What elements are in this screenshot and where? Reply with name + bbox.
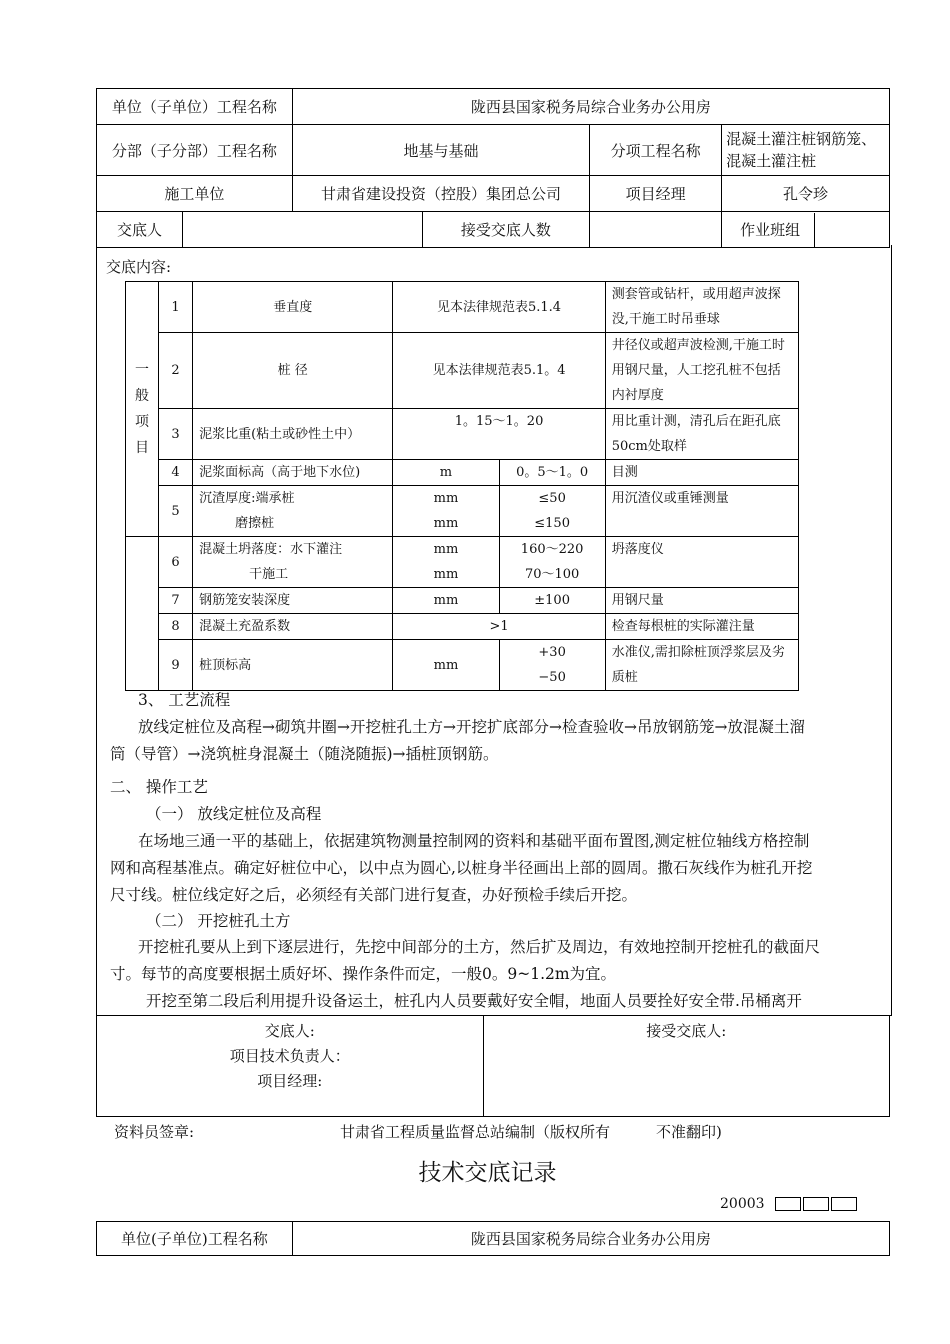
standards-table: [125, 281, 799, 691]
body-line: 开挖桩孔要从上到下逐层进行，先挖中间部分的土方，然后扩及周边，有效地控制开挖桩孔的截面尺: [138, 938, 821, 956]
row-unit-line1: mm: [433, 542, 459, 557]
manager-label: 项目经理: [590, 176, 722, 212]
row-no: 1: [159, 282, 193, 333]
row-item-line1: 沉渣厚度:端承桩: [199, 491, 295, 506]
row-item: 泥浆比重(粘土或砂性土中）: [193, 409, 393, 460]
section-process-flow: 3、 工艺流程: [138, 691, 231, 709]
row-method: 目测: [605, 460, 798, 486]
row-no: 7: [159, 588, 193, 614]
unit-label: 单位(子单位)工程名称: [97, 1222, 293, 1256]
row-item: 钢筋笼安装深度: [193, 588, 393, 614]
row-no: 9: [159, 640, 193, 691]
team-label: 作业班组: [726, 213, 815, 247]
body-line: 筒（导管）→浇筑桩身混凝土（随浇随振)→插桩顶钢筋。: [110, 745, 499, 763]
row-item-line2: 磨擦桩: [235, 516, 275, 531]
row-item: [193, 537, 393, 588]
division-label: 分部（子分部）工程名称: [97, 125, 293, 176]
row-unit: m: [393, 460, 499, 486]
row-std: 见本法律规范表5.1。4: [393, 333, 605, 409]
general-items-label: 一般项目: [135, 362, 150, 456]
briefer-value: [182, 212, 422, 248]
briefer-signature: 交底人:: [264, 1022, 315, 1040]
row-method: 坍落度仪: [605, 537, 798, 588]
body-line: 开挖至第二段后利用提升设备运土，桩孔内人员要戴好安全帽，地面人员要拴好安全带.吊桶离开: [146, 992, 802, 1010]
unit-value: 陇西县国家税务局综合业务办公用房: [292, 89, 889, 125]
receiver-signature: 接受交底人:: [483, 1016, 889, 1117]
row-no: 3: [159, 409, 193, 460]
body-line: 网和高程基准点。确定好桩位中心，以中点为圆心,以桩身半径画出上部的圆周。撒石灰线作为桩孔开挖: [110, 859, 813, 877]
row-std: 1。15～1。20: [393, 409, 605, 460]
row-value: 0。5～1。0: [499, 460, 605, 486]
row-no: 4: [159, 460, 193, 486]
row-item-line2: 干施工: [249, 567, 289, 582]
row-unit-line2: mm: [433, 567, 459, 582]
row-value-line1: ≤50: [538, 491, 566, 506]
body-line: 寸。每节的高度要根据土质好坏、操作条件而定，一般0。9~1.2m为宜。: [110, 965, 617, 983]
body-line: 尺寸线。桩位线定好之后，必须经有关部门进行复查，办好预检手续后开挖。: [110, 886, 638, 904]
contractor-label: 施工单位: [97, 176, 293, 212]
page2-header-table: [96, 1221, 890, 1256]
row-unit-line1: mm: [433, 491, 459, 506]
body-line: 放线定桩位及高程→砌筑井圈→开挖桩孔土方→开挖扩底部分→检查验收→吊放钢筋笼→放混凝土溜: [138, 718, 805, 736]
section-operation: 二、 操作工艺: [110, 778, 208, 796]
row-unit: [393, 537, 499, 588]
clerk-signature: 资料员签章:: [114, 1123, 195, 1141]
row-item: 垂直度: [193, 282, 393, 333]
row-std: 见本法律规范表5.1.4: [393, 282, 605, 333]
subsection-2: （二） 开挖桩孔土方: [146, 912, 291, 930]
no-copy-note: 不准翻印): [656, 1123, 722, 1141]
row-unit: mm: [393, 640, 499, 691]
general-items-group: [126, 282, 159, 537]
row-item: 混凝土充盈系数: [193, 614, 393, 640]
row-value-line2: 70～100: [524, 567, 580, 582]
row-std: >1: [393, 614, 605, 640]
row-item: 桩顶标高: [193, 640, 393, 691]
row-method: 井径仪或超声波检测,干施工时用钢尺量，人工挖孔桩不包括内衬厚度: [605, 333, 798, 409]
row-value-line2: −50: [538, 670, 566, 685]
code-box: [803, 1197, 829, 1211]
unit-label: 单位（子单位）工程名称: [97, 89, 293, 125]
row-method: 用比重计测，清孔后在距孔底50cm处取样: [605, 409, 798, 460]
row-method: 用钢尺量: [605, 588, 798, 614]
row-no: 2: [159, 333, 193, 409]
row-method: 用沉渣仪或重锤测量: [605, 486, 798, 537]
row-unit-line2: mm: [433, 516, 459, 531]
code-box: [775, 1197, 801, 1211]
signature-left: [97, 1016, 484, 1117]
subitem-label: 分项工程名称: [590, 125, 722, 176]
signature-table: [96, 1015, 890, 1117]
unit-value: 陇西县国家税务局综合业务办公用房: [292, 1222, 889, 1256]
pm-signature: 项目经理:: [257, 1072, 323, 1090]
row-value-line1: +30: [538, 645, 566, 660]
row-unit: mm: [393, 588, 499, 614]
page-title: 技术交底记录: [418, 1160, 557, 1186]
row-value: [499, 486, 605, 537]
form-code: [720, 1196, 857, 1212]
manager-value: 孔令珍: [722, 176, 890, 212]
code-box: [831, 1197, 857, 1211]
tech-lead-signature: 项目技术负责人：: [229, 1047, 350, 1065]
row-unit: [393, 486, 499, 537]
row-method: 水准仪,需扣除桩顶浮浆层及劣质桩: [605, 640, 798, 691]
subsection-1: （一） 放线定桩位及高程: [146, 805, 322, 823]
row-method: 测套管或钻杆，或用超声波探没,干施工时吊垂球: [605, 282, 798, 333]
form-code-number: 20003: [720, 1196, 765, 1212]
header-table: [96, 88, 890, 248]
receivers-label: 接受交底人数: [422, 212, 590, 248]
main-items-group: [126, 537, 159, 691]
content-label: 交底内容:: [106, 258, 172, 276]
contractor-value: 甘肃省建设投资（控股）集团总公司: [292, 176, 590, 212]
row-no: 5: [159, 486, 193, 537]
row-value: ±100: [499, 588, 605, 614]
row-item: 泥浆面标高（高于地下水位): [193, 460, 393, 486]
row-value-line2: ≤150: [534, 516, 570, 531]
row-item: [193, 486, 393, 537]
row-item: 桩 径: [193, 333, 393, 409]
briefer-label: 交底人: [97, 212, 183, 248]
publisher-note: 甘肃省工程质量监督总站编制（版权所有: [340, 1123, 611, 1141]
row-no: 6: [159, 537, 193, 588]
division-value: 地基与基础: [292, 125, 590, 176]
row-no: 8: [159, 614, 193, 640]
team-cell: [722, 212, 890, 248]
subitem-value: 混凝土灌注桩钢筋笼、混凝土灌注桩: [722, 125, 890, 176]
row-value: [499, 640, 605, 691]
row-value: [499, 537, 605, 588]
receivers-value: [590, 212, 722, 248]
row-value-line1: 160～220: [520, 542, 584, 557]
row-item-line1: 混凝土坍落度：水下灌注: [199, 542, 343, 557]
row-method: 检查每根桩的实际灌注量: [605, 614, 798, 640]
body-line: 在场地三通一平的基础上，依据建筑物测量控制网的资料和基础平面布置图,测定桩位轴线方格控制: [138, 832, 810, 850]
